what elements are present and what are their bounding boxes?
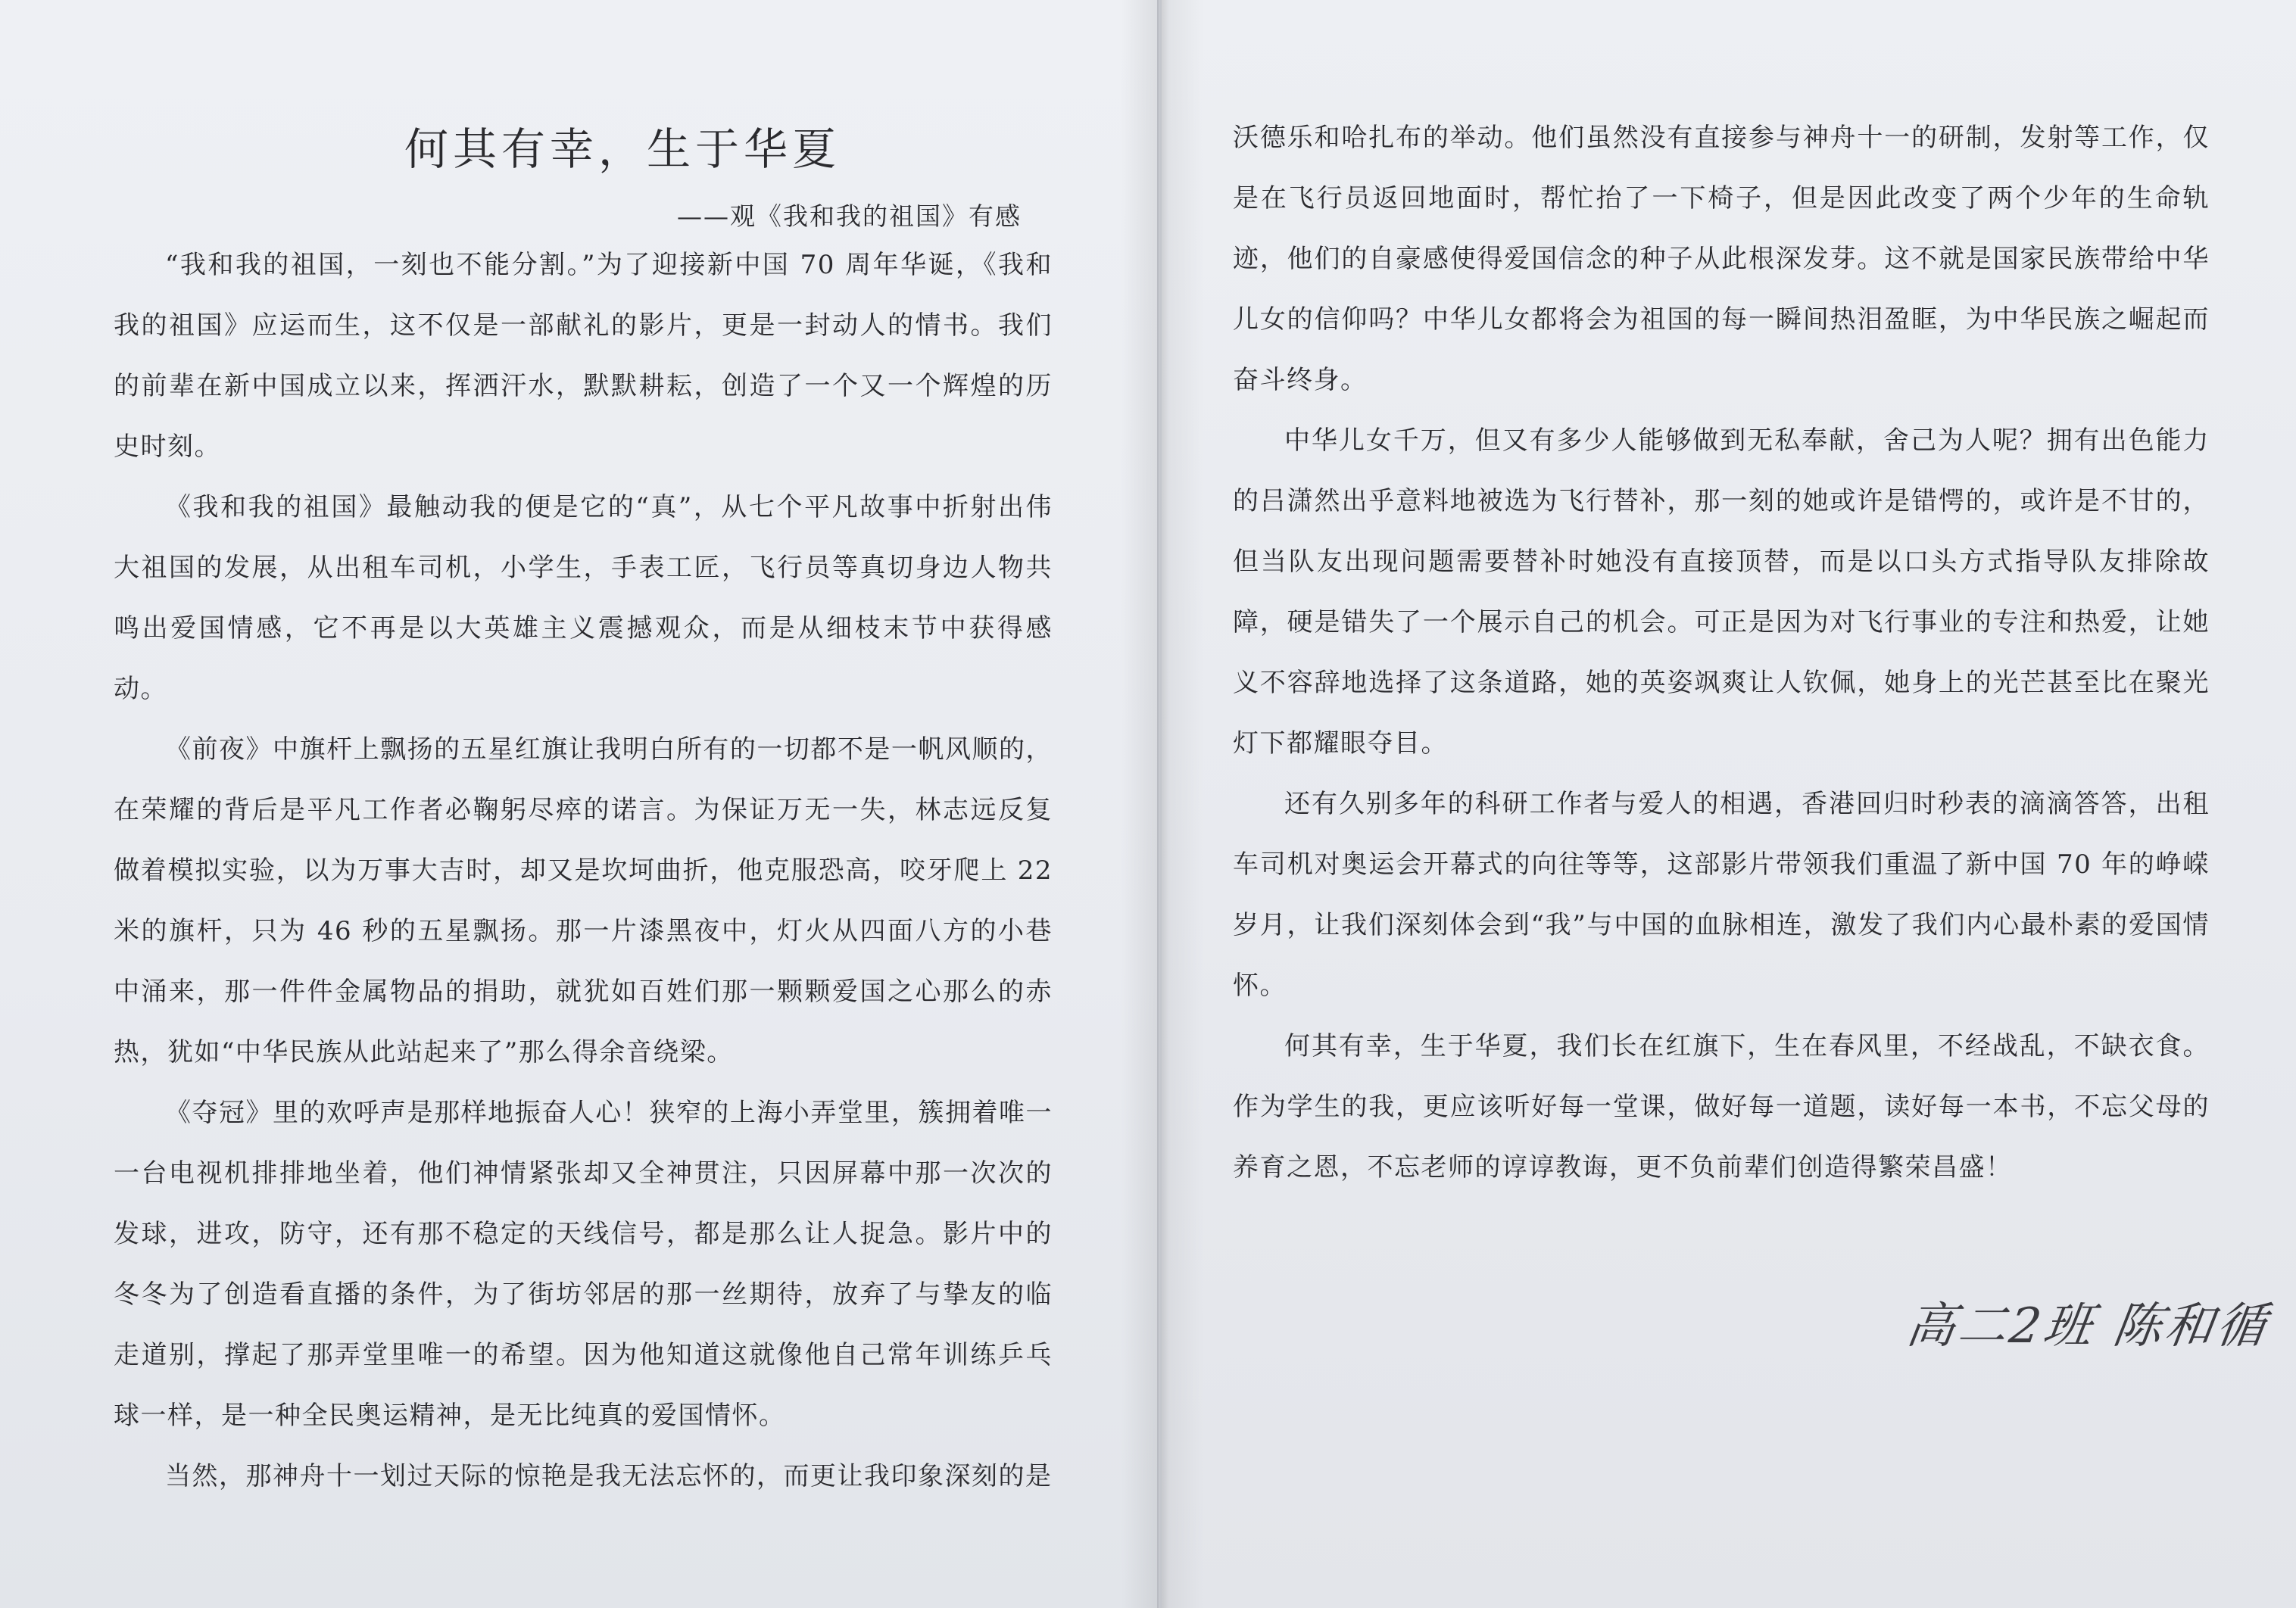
paragraph-continued: 沃德乐和哈扎布的举动。他们虽然没有直接参与神舟十一的研制，发射等工作，仅是在飞行员返回地面时，帮忙抬了一下椅子，但是因此改变了两个少年的生命轨迹，他们的自豪感使得爱国信念的种子从此根深发芽。这不就是国家民族带给中华儿女的信仰吗？中华儿女都将会为祖国的每一瞬间热泪盈眶，为中华民族之崛起而奋斗终身。 (1233, 123, 2210, 395)
essay-title: 何其有幸，生于华夏 (404, 123, 841, 175)
paragraph: 何其有幸，生于华夏，我们长在红旗下，生在春风里，不经战乱，不缺衣食。作为学生的我，更应该听好每一堂课，做好每一道题，读好每一本书，不忘父母的养育之恩，不忘老师的谆谆教诲，更不负前辈们创造得繁荣昌盛！ (1233, 1031, 2210, 1183)
right-body-text (1233, 108, 2210, 1198)
left-body-text (114, 235, 1053, 1507)
right-page (1162, 0, 2296, 1608)
paragraph: 《前夜》中旗杆上飘扬的五星红旗让我明白所有的一切都不是一帆风顺的，在荣耀的背后是平凡工作者必鞠躬尽瘁的诺言。为保证万无一失，林志远反复做着模拟实验，以为万事大吉时，却又是坎坷曲折，他克服恐高，咬牙爬上 22 米的旗杆，只为 46 秒的五星飘扬。那一片漆黑夜中，灯火从四面八方的小巷中涌来，那一件件金属物品的捐助，就犹如百姓们那一颗颗爱国之心那么的赤热，犹如“中华民族从此站起来了”那么得余音绕梁。 (114, 734, 1053, 1067)
paragraph: 还有久别多年的科研工作者与爱人的相遇，香港回归时秒表的滴滴答答，出租车司机对奥运会开幕式的向往等等，这部影片带领我们重温了新中国 70 年的峥嵘岁月，让我们深刻体会到“我”与中国的血脉相连，激发了我们内心最朴素的爱国情怀。 (1233, 789, 2210, 1001)
paragraph: 《我和我的祖国》最触动我的便是它的“真”，从七个平凡故事中折射出伟大祖国的发展，从出租车司机，小学生，手表工匠，飞行员等真切身边人物共鸣出爱国情感，它不再是以大英雄主义震撼观众，而是从细枝末节中获得感动。 (114, 492, 1053, 704)
paragraph: 《夺冠》里的欢呼声是那样地振奋人心！狭窄的上海小弄堂里，簇拥着唯一一台电视机排排地坐着，他们神情紧张却又全神贯注，只因屏幕中那一次次的发球，进攻，防守，还有那不稳定的天线信号，都是那么让人捉急。影片中的冬冬为了创造看直播的条件，为了街坊邻居的那一丝期待，放弃了与挚友的临走道别，撑起了那弄堂里唯一的希望。因为他知道这就像他自己常年训练乒乓球一样，是一种全民奥运精神，是无比纯真的爱国情怀。 (114, 1098, 1053, 1431)
paragraph: 中华儿女千万，但又有多少人能够做到无私奉献，舍己为人呢？拥有出色能力的吕潇然出乎意料地被选为飞行替补，那一刻的她或许是错愕的，或许是不甘的，但当队友出现问题需要替补时她没有直接顶替，而是以口头方式指导队友排除故障，硬是错失了一个展示自己的机会。可正是因为对飞行事业的专注和热爱，让她义不容辞地选择了这条道路，她的英姿飒爽让人钦佩，她身上的光芒甚至比在聚光灯下都耀眼夺目。 (1233, 425, 2210, 759)
essay-subtitle: ——观《我和我的祖国》有感 (677, 201, 1022, 231)
handwritten-signature (1902, 1287, 2273, 1370)
signature-text: 高二2班 陈和循 (1902, 1298, 2273, 1354)
paragraph: “我和我的祖国，一刻也不能分割。”为了迎接新中国 70 周年华诞，《我和我的祖国》应运而生，这不仅是一部献礼的影片，更是一封动人的情书。我们的前辈在新中国成立以来，挥洒汗水，默默耕耘，创造了一个又一个辉煌的历史时刻。 (114, 250, 1053, 462)
paragraph: 当然，那神舟十一划过天际的惊艳是我无法忘怀的，而更让我印象深刻的是 (165, 1461, 1053, 1491)
